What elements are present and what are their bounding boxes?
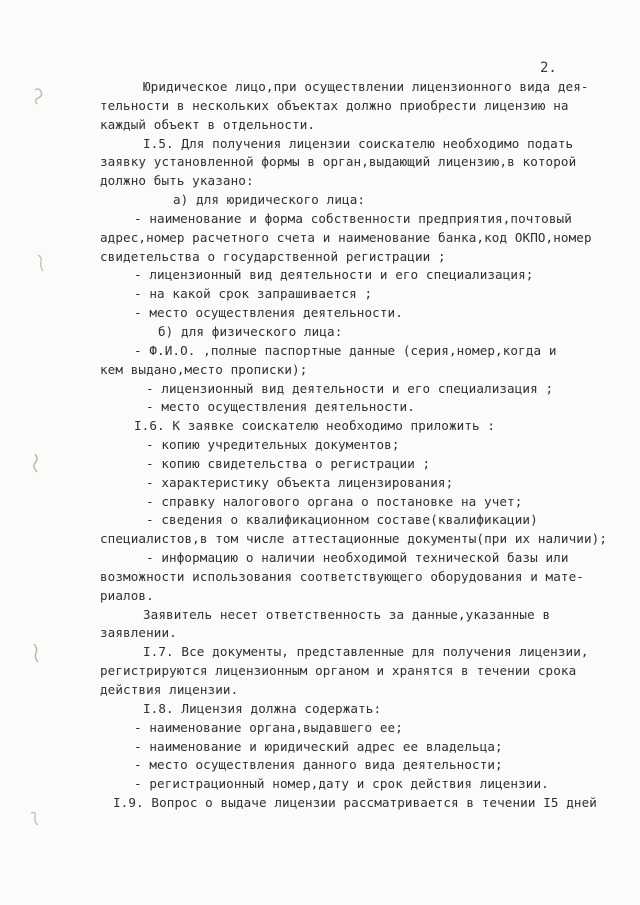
text-line: свидетельства о государственной регистрации ;: [100, 248, 446, 264]
text-line: - справку налогового органа о постановке на учет;: [146, 493, 523, 509]
text-line: - регистрационный номер,дату и срок действия лицензии.: [134, 776, 549, 792]
text-line: - место осуществления деятельности.: [146, 399, 415, 415]
text-line: б) для физического лица:: [158, 323, 343, 339]
text-line: кем выдано,место прописки);: [100, 361, 308, 377]
text-line: а) для юридического лица:: [173, 192, 366, 208]
text-line: - на какой срок запрашивается ;: [134, 286, 373, 302]
text-line: риалов.: [100, 587, 154, 603]
text-line: специалистов,в том числе аттестационные документы(при их наличии);: [100, 531, 608, 547]
text-line: возможности использования соответствующего оборудования и мате-: [100, 568, 584, 584]
text-line: - наименование и форма собственности предприятия,почтовый: [134, 210, 572, 226]
text-line: - информацию о наличии необходимой технической базы или: [146, 550, 569, 566]
text-line: должно быть указано:: [100, 173, 254, 189]
text-line: заявлении.: [100, 625, 177, 641]
text-line: I.6. К заявке соискателю необходимо приложить :: [134, 418, 496, 434]
document-body: [0, 78, 640, 813]
text-line: - место осуществления деятельности.: [134, 305, 403, 321]
page-number: 2.: [540, 60, 557, 76]
text-line: - лицензионный вид деятельности и его специализация ;: [146, 380, 554, 396]
text-line: - Ф.И.О. ,полные паспортные данные (серия,номер,когда и: [134, 342, 557, 358]
text-line: - наименование органа,выдавшего ее;: [134, 719, 403, 735]
text-line: адрес,номер расчетного счета и наименование банка,код ОКПО,номер: [100, 229, 592, 245]
text-line: Заявитель несет ответственность за данные,указанные в: [143, 606, 551, 622]
text-line: - место осуществления данного вида деятельности;: [134, 757, 503, 773]
text-line: I.8. Лицензия должна содержать:: [143, 700, 382, 716]
text-line: действия лицензии.: [100, 682, 239, 697]
text-line: - лицензионный вид деятельности и его специализация;: [134, 267, 534, 283]
text-line: - характеристику объекта лицензирования;: [146, 474, 454, 490]
text-line: I.7. Все документы, представленные для получения лицензии,: [143, 644, 589, 660]
text-line: тельности в нескольких объектах должно приобрести лицензию на: [100, 97, 569, 113]
text-line: - наименование и юридический адрес ее владельца;: [134, 738, 503, 754]
text-line: I.9. Вопрос о выдаче лицензии рассматривается в течении I5 дней: [113, 795, 597, 811]
text-line: - копию учредительных документов;: [146, 437, 400, 453]
text-line: заявку установленной формы в орган,выдающий лицензию,в которой: [100, 154, 577, 170]
text-line: I.5. Для получения лицензии соискателю необходимо подать: [143, 135, 574, 151]
text-line: - копию свидетельства о регистрации ;: [146, 455, 431, 471]
text-line: регистрируются лицензионным органом и хранятся в течении срока: [100, 663, 577, 679]
text-line: каждый объект в отдельности.: [100, 116, 316, 132]
text-line: Юридическое лицо,при осуществлении лицензионного вида дея-: [143, 79, 589, 94]
text-line: - сведения о квалификационном составе(квалификации): [146, 512, 538, 528]
